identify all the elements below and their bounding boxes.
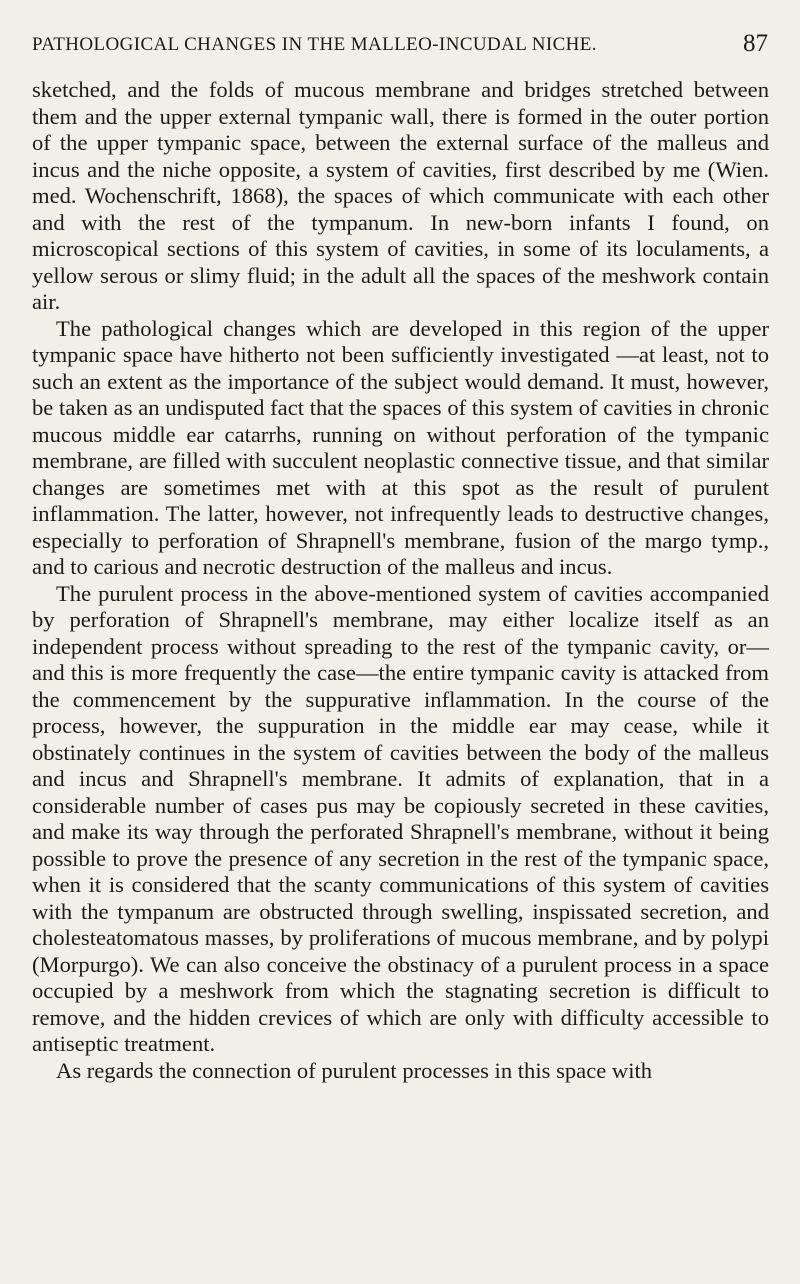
body-text [32,77,769,1084]
page-number: 87 [743,30,768,57]
paragraph-2: The pathological changes which are developed in this region of the upper tympanic space have hitherto not been sufficiently investigated —at least, not to such an extent as the importance of the subject would demand. It must, however, be taken as an undisputed fact that the spaces of this system of cavities in chronic mucous middle ear catarrhs, running on without perforation of the tympanic membrane, are filled with succulent neoplastic connective tissue, and that similar changes are sometimes met with at this spot as the result of purulent inflammation. The latter, however, not infrequently leads to destructive changes, especially to perforation of Shrapnell's membrane, fusion of the margo tymp., and to carious and necrotic destruction of the malleus and incus. [32,315,769,579]
paragraph-4: As regards the connection of purulent processes in this space with [56,1057,653,1083]
running-head [32,30,768,62]
paragraph-3: The purulent process in the above-mentioned system of cavities accompanied by perforation of Shrapnell's membrane, may either localize itself as an independent process without spreading to the rest of the tympanic cavity, or—and this is more frequently the case—the entire tympanic cavity is attacked from the commencement by the suppurative inflammation. In the course of the process, however, the suppuration in the middle ear may cease, while it obstinately continues in the system of cavities between the body of the malleus and incus and Shrapnell's membrane. It admits of explanation, that in a considerable number of cases pus may be copiously secreted in these cavities, and make its way through the perforated Shrapnell's membrane, without it being possible to prove the presence of any secretion in the rest of the tympanic space, when it is considered that the scanty communications of this system of cavities with the tympanum are obstructed through swelling, inspissated secretion, and cholesteatomatous masses, by proliferations of mucous membrane, and by polypi (Morpurgo). We can also conceive the obstinacy of a purulent process in a space occupied by a meshwork from which the stagnating secretion is difficult to remove, and the hidden crevices of which are only with difficulty accessible to antiseptic treatment. [32,580,769,1056]
paragraph-1: sketched, and the folds of mucous membrane and bridges stretched between them and the upper external tympanic wall, there is formed in the outer portion of the upper tympanic space, between the external surface of the malleus and incus and the niche opposite, a system of cavities, first described by me (Wien. med. Wochenschrift, 1868), the spaces of which communicate with each other and with the rest of the tympanum. In new-born infants I found, on microscopical sections of this system of cavities, in some of its loculaments, a yellow serous or slimy fluid; in the adult all the spaces of the meshwork contain air. [32,77,769,314]
running-title: PATHOLOGICAL CHANGES IN THE MALLEO-INCUDAL NICHE. [32,34,597,55]
